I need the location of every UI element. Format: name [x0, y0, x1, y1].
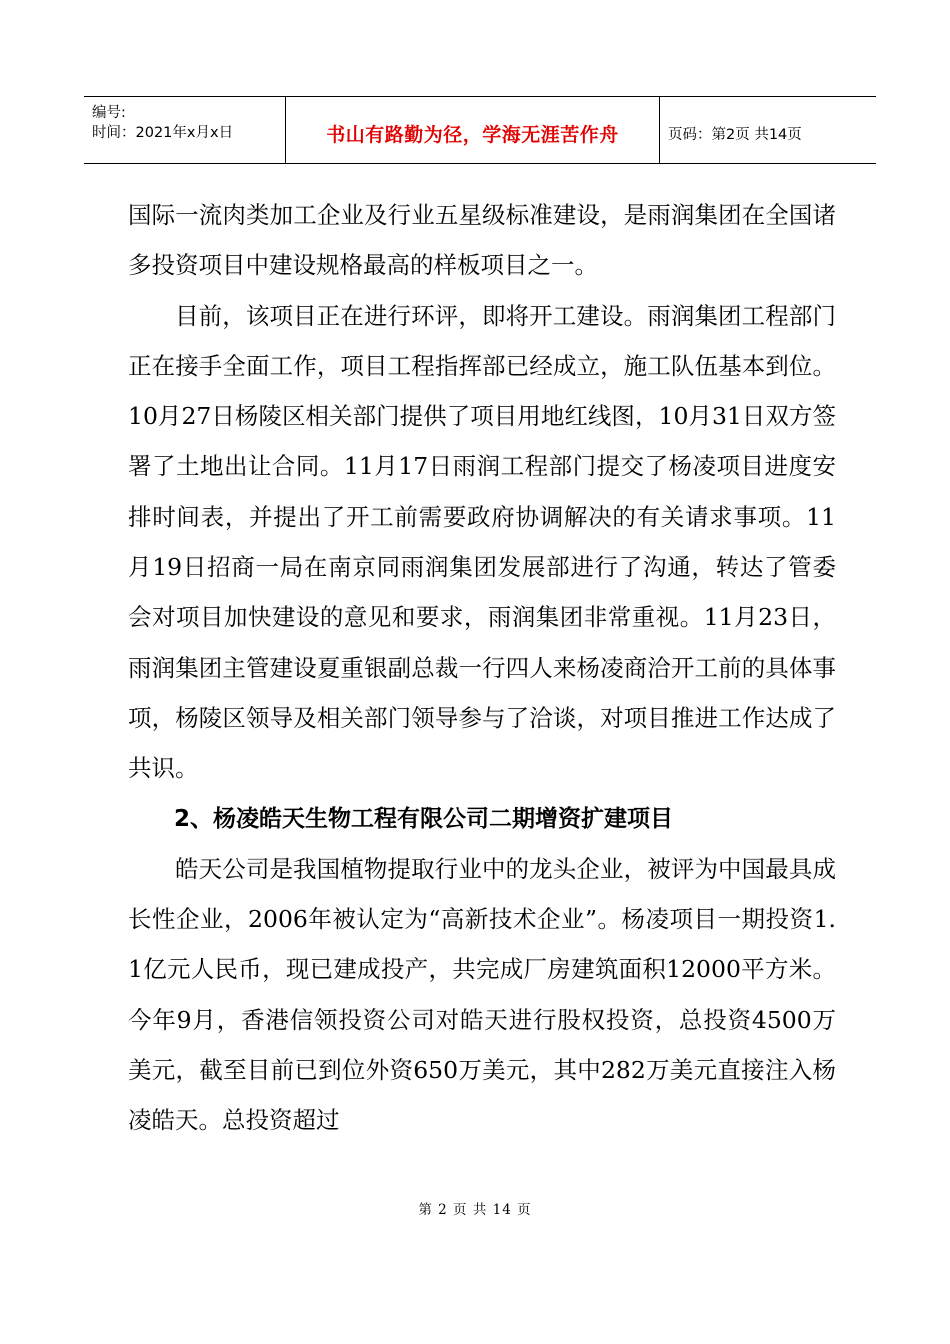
header-motto: 书山有路勤为径，学海无涯苦作舟: [285, 97, 660, 163]
body-paragraph-continuation: 国际一流肉类加工企业及行业五星级标准建设，是雨润集团在全国诸多投资项目中建设规格最高的样板项目之一。: [128, 201, 836, 280]
page-number-footer: 第 2 页 共 14 页: [418, 1202, 532, 1218]
header-page-indicator: 页码：第2页 共14页: [668, 126, 802, 143]
time-label: 时间：2021年x月x日: [92, 125, 234, 141]
body-paragraph-haotian: 皓天公司是我国植物提取行业中的龙头企业，被评为中国最具成长性企业，2006年被认定为“高新技术企业”。杨凌项目一期投资1.1亿元人民币，现已建成投产，共完成厂房建筑面积12000平方米。今年9月，香港信领投资公司对皓天进行股权投资，总投资4500万美元，截至目前已到位外资650万美元，其中282万美元直接注入杨凌皓天。总投资超过: [128, 854, 836, 1135]
section-heading: 2、杨凌皓天生物工程有限公司二期增资扩建项目: [174, 805, 674, 832]
document-body: [128, 190, 836, 1146]
document-header: [84, 96, 876, 164]
header-info-cell: [84, 97, 285, 163]
body-paragraph-progress: 目前，该项目正在进行环评，即将开工建设。雨润集团工程部门正在接手全面工作，项目工程指挥部已经成立，施工队伍基本到位。10月27日杨陵区相关部门提供了项目用地红线图，10月31日双方签署了土地出让合同。11月17日雨润工程部门提交了杨凌项目进度安排时间表，并提出了开工前需要政府协调解决的有关请求事项。11月19日招商一局在南京同雨润集团发展部进行了沟通，转达了管委会对项目加快建设的意见和要求，雨润集团非常重视。11月23日，雨润集团主管建设夏重银副总裁一行四人来杨凌商洽开工前的具体事项，杨陵区领导及相关部门领导参与了洽谈，对项目推进工作达成了共识。: [128, 301, 836, 783]
serial-number-label: 编号:: [92, 105, 126, 121]
